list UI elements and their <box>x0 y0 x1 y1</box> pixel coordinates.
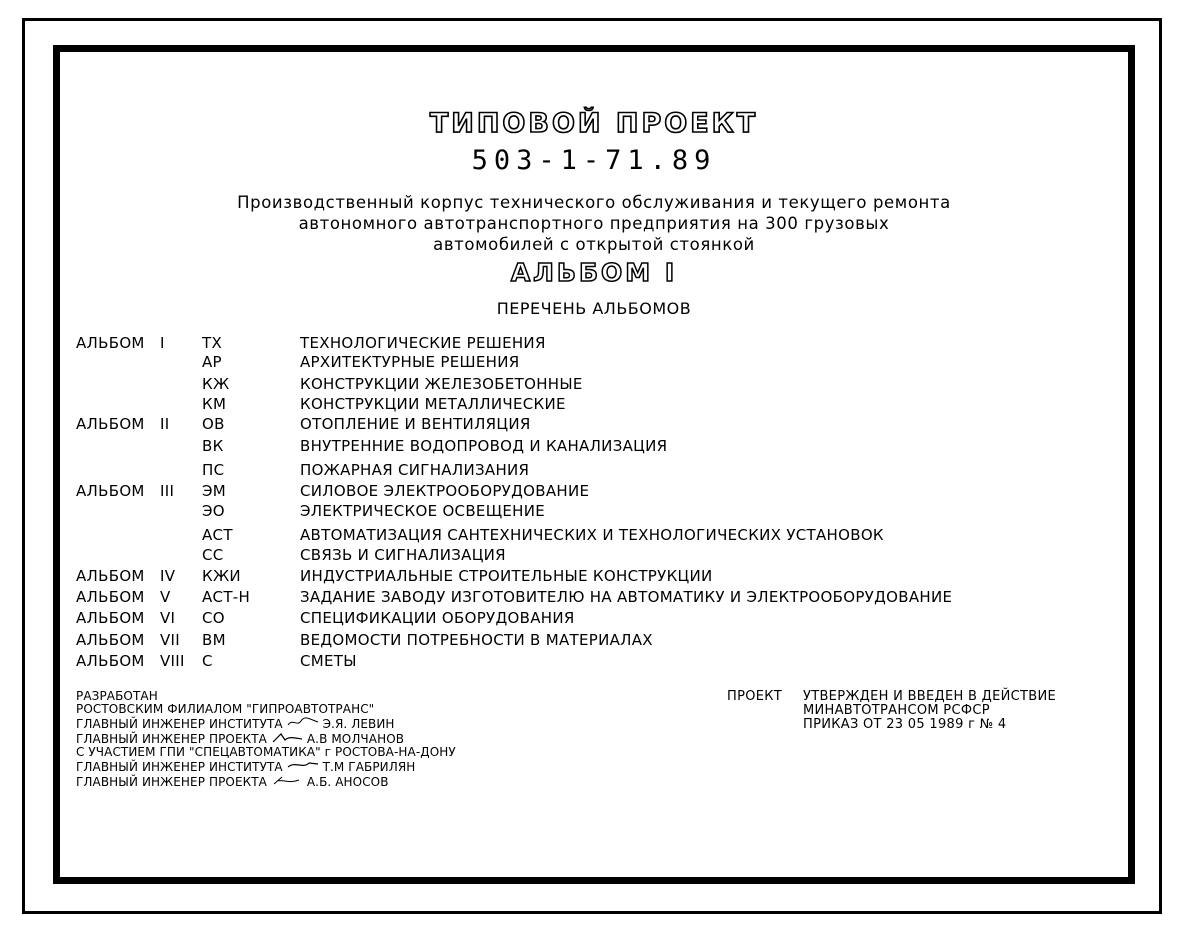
section-name: ВНУТРЕННИЕ ВОДОПРОВОД И КАНАЛИЗАЦИЯ <box>300 437 668 455</box>
section-code: АСТ-Н <box>202 588 251 606</box>
section-name: ВЕДОМОСТИ ПОТРЕБНОСТИ В МАТЕРИАЛАХ <box>300 631 653 649</box>
section-code: КЖИ <box>202 567 241 585</box>
credits-person: Т.М ГАБРИЛЯН <box>322 760 416 774</box>
credits-line <box>76 731 456 746</box>
section-code: КЖ <box>202 375 230 393</box>
signature-icon <box>271 731 303 743</box>
album-roman-numeral: V <box>160 588 171 606</box>
album-roman-numeral: I <box>160 334 165 352</box>
album-roman-numeral: VII <box>160 631 181 649</box>
approval-block <box>727 689 1057 732</box>
signature-icon <box>287 759 319 771</box>
approval-label: ПРОЕКТ <box>727 689 783 704</box>
section-code: ЭМ <box>202 482 227 500</box>
credits-line <box>76 759 456 774</box>
signature-icon <box>287 716 319 728</box>
credits-role: ГЛАВНЫЙ ИНЖЕНЕР ПРОЕКТА <box>76 732 267 746</box>
description-line: автомобилей с открытой стоянкой <box>433 235 755 254</box>
section-code: СО <box>202 609 225 627</box>
album-label: АЛЬБОМ <box>76 609 145 627</box>
section-code: ПС <box>202 461 225 479</box>
album-list-title: ПЕРЕЧЕНЬ АЛЬБОМОВ <box>496 299 692 318</box>
section-code: ТХ <box>202 334 223 352</box>
approval-line: ПРИКАЗ ОТ 23 05 1989 г № 4 <box>803 717 1007 732</box>
section-code: СС <box>202 546 224 564</box>
album-label: АЛЬБОМ <box>76 652 145 670</box>
album-label: АЛЬБОМ <box>76 631 145 649</box>
credits-line <box>76 716 456 731</box>
credits-line: С УЧАСТИЕМ ГПИ "СПЕЦАВТОМАТИКА" г РОСТОВА-НА-ДОНУ <box>76 745 456 759</box>
description-line: Производственный корпус технического обслуживания и текущего ремонта <box>237 193 951 212</box>
section-name: СМЕТЫ <box>300 652 357 670</box>
document-title: ТИПОВОЙ ПРОЕКТ <box>429 108 759 139</box>
credits-role: ГЛАВНЫЙ ИНЖЕНЕР ИНСТИТУТА <box>76 760 283 774</box>
section-code: АСТ <box>202 526 233 544</box>
album-heading: АЛЬБОМ I <box>510 258 678 287</box>
section-name: ПОЖАРНАЯ СИГНАЛИЗАНИЯ <box>300 461 530 479</box>
section-name: ИНДУСТРИАЛЬНЫЕ СТРОИТЕЛЬНЫЕ КОНСТРУКЦИИ <box>300 567 713 585</box>
album-label: АЛЬБОМ <box>76 334 145 352</box>
album-label: АЛЬБОМ <box>76 567 145 585</box>
section-name: КОНСТРУКЦИИ ЖЕЛЕЗОБЕТОННЫЕ <box>300 375 583 393</box>
section-name: ЭЛЕКТРИЧЕСКОЕ ОСВЕЩЕНИЕ <box>300 502 546 520</box>
section-name: СИЛОВОЕ ЭЛЕКТРООБОРУДОВАНИЕ <box>300 482 590 500</box>
section-code: ВМ <box>202 631 226 649</box>
approval-line: УТВЕРЖДЕН И ВВЕДЕН В ДЕЙСТВИЕ <box>803 689 1057 704</box>
section-code: АР <box>202 353 222 371</box>
credits-role: ГЛАВНЫЙ ИНЖЕНЕР ИНСТИТУТА <box>76 717 283 731</box>
project-number: 503-1-71.89 <box>471 145 717 176</box>
credits-person: А.Б. АНОСОВ <box>306 775 389 789</box>
album-roman-numeral: VIII <box>160 652 185 670</box>
section-code: ОВ <box>202 415 225 433</box>
approval-line: МИНАВТОТРАНСОМ РСФСР <box>803 703 990 718</box>
album-roman-numeral: III <box>160 482 175 500</box>
section-name: ОТОПЛЕНИЕ И ВЕНТИЛЯЦИЯ <box>300 415 531 433</box>
album-roman-numeral: VI <box>160 609 176 627</box>
section-name: ЗАДАНИЕ ЗАВОДУ ИЗГОТОВИТЕЛЮ НА АВТОМАТИКУ И ЭЛЕКТРООБОРУДОВАНИЕ <box>300 588 953 606</box>
album-label: АЛЬБОМ <box>76 415 145 433</box>
section-code: ЭО <box>202 502 225 520</box>
section-code: ВК <box>202 437 224 455</box>
credits-role: ГЛАВНЫЙ ИНЖЕНЕР ПРОЕКТА <box>76 775 267 789</box>
credits-block <box>76 690 456 789</box>
credits-person: Э.Я. ЛЕВИН <box>322 717 395 731</box>
credits-person: А.В МОЛЧАНОВ <box>306 732 405 746</box>
description-line: автономного автотранспортного предприятия на 300 грузовых <box>298 214 890 233</box>
section-name: АРХИТЕКТУРНЫЕ РЕШЕНИЯ <box>300 353 520 371</box>
section-code: КМ <box>202 395 227 413</box>
album-label: АЛЬБОМ <box>76 588 145 606</box>
section-name: ТЕХНОЛОГИЧЕСКИЕ РЕШЕНИЯ <box>300 334 546 352</box>
project-description <box>53 192 1135 255</box>
signature-icon <box>271 774 303 786</box>
credits-line: РАЗРАБОТАН <box>76 689 158 703</box>
album-roman-numeral: IV <box>160 567 176 585</box>
album-label: АЛЬБОМ <box>76 482 145 500</box>
section-code: С <box>202 652 213 670</box>
credits-line <box>76 774 456 789</box>
album-roman-numeral: II <box>160 415 170 433</box>
section-name: СВЯЗЬ И СИГНАЛИЗАЦИЯ <box>300 546 506 564</box>
credits-line: РОСТОВСКИМ ФИЛИАЛОМ "ГИПРОАВТОТРАНС" <box>76 702 375 716</box>
section-name: СПЕЦИФИКАЦИИ ОБОРУДОВАНИЯ <box>300 609 575 627</box>
section-name: КОНСТРУКЦИИ МЕТАЛЛИЧЕСКИЕ <box>300 395 566 413</box>
section-name: АВТОМАТИЗАЦИЯ САНТЕХНИЧЕСКИХ И ТЕХНОЛОГИЧЕСКИХ УСТАНОВОК <box>300 526 884 544</box>
